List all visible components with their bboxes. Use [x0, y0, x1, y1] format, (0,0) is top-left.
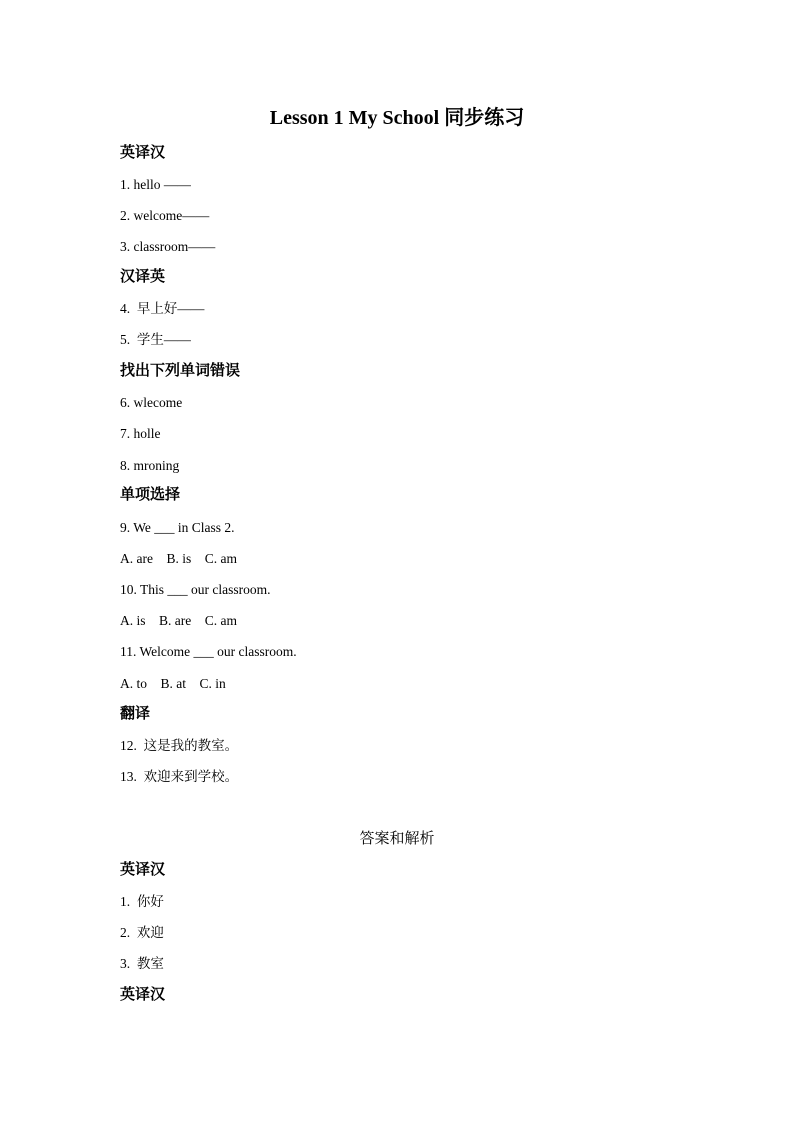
answer-2: 2. 欢迎 — [120, 925, 164, 940]
question-9: 9. We ___ in Class 2. — [120, 520, 235, 535]
question-6: 6. wlecome — [120, 395, 183, 410]
section-heading-zh-to-en: 汉译英 — [120, 269, 166, 285]
answers-section-heading-1: 英译汉 — [120, 862, 166, 878]
question-11: 11. Welcome ___ our classroom. — [120, 644, 297, 659]
question-5: 5. 学生—— — [120, 332, 191, 347]
question-8: 8. mroning — [120, 458, 180, 473]
answers-heading: 答案和解析 — [359, 831, 435, 847]
section-heading-multiple-choice: 单项选择 — [120, 487, 181, 503]
section-heading-spelling: 找出下列单词错误 — [120, 363, 241, 379]
question-4: 4. 早上好—— — [120, 301, 205, 316]
question-1: 1. hello —— — [120, 177, 191, 192]
question-10: 10. This ___ our classroom. — [120, 582, 271, 597]
answer-3: 3. 教室 — [120, 956, 164, 971]
question-7: 7. holle — [120, 426, 161, 441]
question-2: 2. welcome—— — [120, 208, 210, 223]
section-heading-translation: 翻译 — [120, 706, 151, 722]
question-13: 13. 欢迎来到学校。 — [120, 769, 239, 784]
question-9-options: A. are B. is C. am — [120, 551, 237, 566]
section-heading-en-to-zh: 英译汉 — [120, 145, 166, 161]
question-11-options: A. to B. at C. in — [120, 676, 226, 691]
question-10-options: A. is B. are C. am — [120, 613, 237, 628]
answer-1: 1. 你好 — [120, 894, 164, 909]
answers-section-heading-2: 英译汉 — [120, 987, 166, 1003]
page-title: Lesson 1 My School 同步练习 — [269, 107, 525, 129]
question-12: 12. 这是我的教室。 — [120, 738, 239, 753]
question-3: 3. classroom—— — [120, 239, 216, 254]
